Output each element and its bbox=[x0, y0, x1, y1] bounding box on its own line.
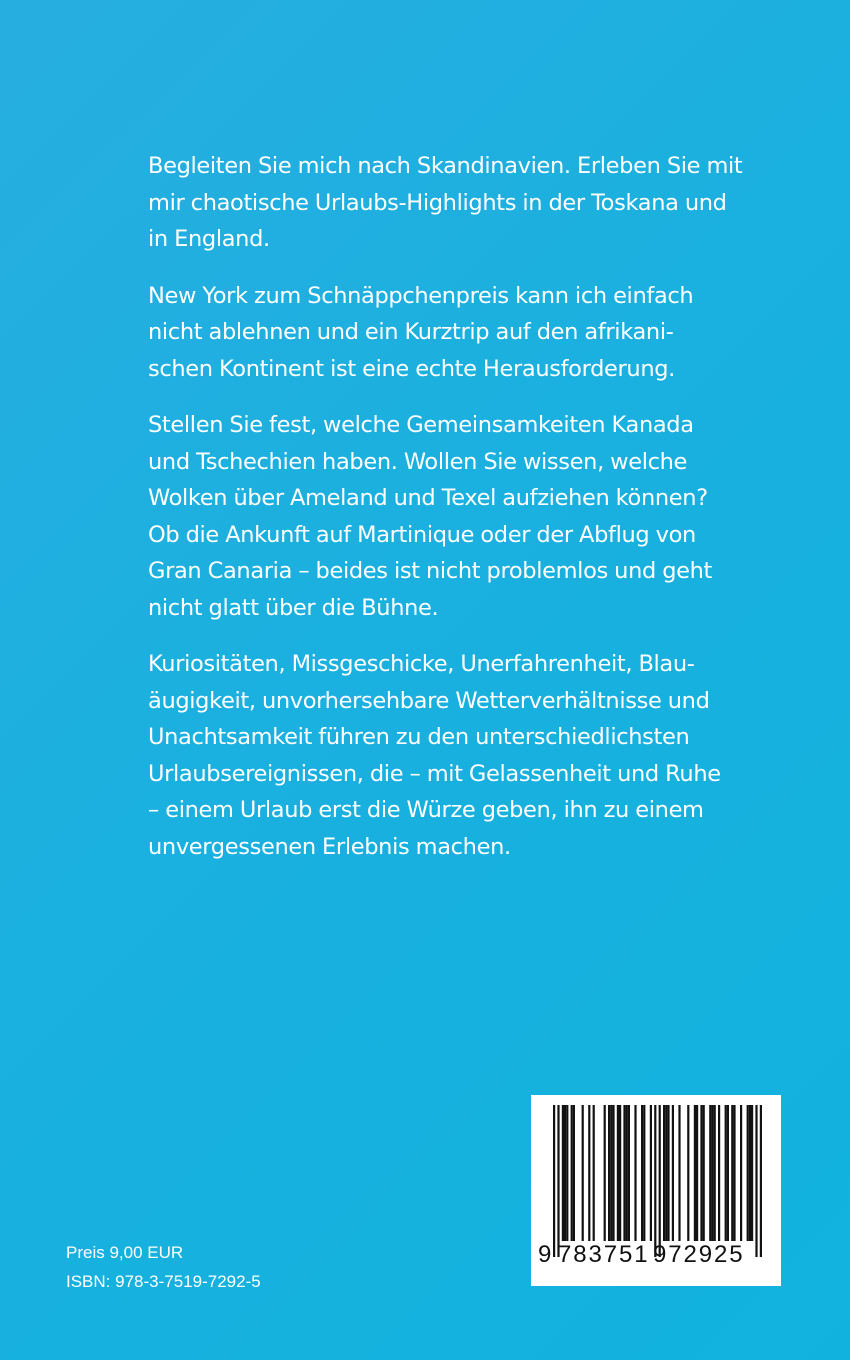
barcode-bar bbox=[687, 1105, 689, 1241]
barcode-bar bbox=[694, 1105, 696, 1241]
barcode-bar bbox=[654, 1105, 656, 1257]
blurb-line: Gran Canaria – beides ist nicht problemlos und geht bbox=[148, 558, 713, 584]
blurb-line: Urlaubsereignissen, die – mit Gelassenheit und Ruhe bbox=[148, 760, 721, 787]
back-cover-blurb bbox=[148, 148, 743, 885]
blurb-line: nicht ablehnen und ein Kurztrip auf den afrikani- bbox=[148, 319, 674, 345]
barcode-bar bbox=[612, 1105, 614, 1241]
isbn-barcode bbox=[531, 1095, 781, 1286]
barcode-bar bbox=[727, 1105, 729, 1241]
barcode-bar bbox=[557, 1105, 559, 1257]
barcode-bar bbox=[593, 1105, 595, 1241]
blurb-line: Wolken über Ameland und Texel aufziehen können? bbox=[148, 485, 708, 511]
blurb-line: Unachtsamkeit führen zu den unterschiedlichsten bbox=[148, 724, 690, 750]
barcode-bar bbox=[619, 1105, 621, 1241]
barcode-bar bbox=[760, 1105, 762, 1257]
barcode-bar bbox=[672, 1105, 674, 1241]
barcode-bar bbox=[725, 1105, 727, 1241]
barcode-bar bbox=[564, 1105, 566, 1241]
barcode-first-digit: 9 bbox=[538, 1241, 554, 1268]
blurb-line: New York zum Schnäppchenpreis kann ich einfach bbox=[148, 282, 694, 309]
barcode-bar bbox=[749, 1105, 751, 1241]
barcode-bar bbox=[751, 1105, 753, 1241]
barcode-bar bbox=[731, 1105, 733, 1241]
barcode-bar bbox=[643, 1105, 645, 1241]
barcode-bar bbox=[718, 1105, 720, 1241]
blurb-line: und Tschechien haben. Wollen Sie wissen, welche bbox=[148, 448, 688, 475]
blurb-line: Begleiten Sie mich nach Skandinavien. Erleben Sie mit bbox=[148, 153, 743, 179]
barcode-bar bbox=[566, 1105, 568, 1241]
barcode-bar bbox=[610, 1105, 612, 1241]
barcode-bar bbox=[747, 1105, 749, 1241]
blurb-line: unvergessenen Erlebnis machen. bbox=[148, 833, 511, 860]
blurb-paragraph bbox=[148, 278, 708, 388]
barcode-bar bbox=[604, 1105, 606, 1241]
barcode-bar bbox=[573, 1105, 575, 1241]
blurb-line: Stellen Sie fest, welche Gemeinsamkeiten Kanada bbox=[148, 412, 694, 438]
barcode-bar bbox=[582, 1105, 584, 1241]
blurb-line: Ob die Ankunft auf Martinique oder der Abflug von bbox=[148, 521, 696, 548]
barcode-bar bbox=[641, 1105, 643, 1241]
blurb-line: in England. bbox=[148, 226, 270, 252]
barcode-bar bbox=[667, 1105, 669, 1241]
barcode-bar bbox=[703, 1105, 705, 1241]
blurb-paragraph bbox=[148, 407, 713, 626]
barcode-bar bbox=[562, 1105, 564, 1241]
blurb-paragraph bbox=[148, 148, 743, 258]
barcode-digits bbox=[531, 1241, 781, 1281]
isbn-label: ISBN: 978-3-7519-7292-5 bbox=[66, 1272, 261, 1291]
barcode-bar bbox=[733, 1105, 735, 1241]
book-meta bbox=[66, 1238, 261, 1296]
blurb-line: schen Kontinent ist eine echte Herausforderung. bbox=[148, 355, 675, 382]
barcode-bar bbox=[659, 1105, 661, 1257]
barcode-bar bbox=[711, 1105, 713, 1241]
barcode-bar bbox=[755, 1105, 757, 1257]
barcode-bar bbox=[709, 1105, 711, 1241]
blurb-line: – einem Urlaub erst die Würze geben, ihn zu einem bbox=[148, 797, 704, 823]
barcode-bar bbox=[588, 1105, 590, 1241]
blurb-paragraph bbox=[148, 646, 721, 865]
blurb-line: Kuriositäten, Missgeschicke, Unerfahrenheit, Blau- bbox=[148, 651, 695, 677]
barcode-bar bbox=[665, 1105, 667, 1241]
blurb-line: nicht glatt über die Bühne. bbox=[148, 594, 439, 621]
barcode-bar bbox=[714, 1105, 716, 1241]
barcode-bar bbox=[571, 1105, 573, 1241]
barcode-bar bbox=[626, 1105, 628, 1241]
barcode-right-digits: 972925 bbox=[653, 1241, 745, 1268]
barcode-bar bbox=[700, 1105, 702, 1241]
blurb-line: mir chaotische Urlaubs-Highlights in der Toskana und bbox=[148, 189, 727, 216]
blurb-line: äugigkeit, unvorhersehbare Wetterverhältnisse und bbox=[148, 687, 710, 714]
barcode-bar bbox=[617, 1105, 619, 1241]
barcode-bar bbox=[623, 1105, 625, 1241]
barcode-bar bbox=[553, 1105, 555, 1257]
barcode-bar bbox=[678, 1105, 680, 1241]
barcode-left-digits: 783751 bbox=[558, 1241, 650, 1268]
barcode-bar bbox=[663, 1105, 665, 1241]
barcode-bar bbox=[608, 1105, 610, 1241]
barcode-bar bbox=[740, 1105, 742, 1241]
barcode-bar bbox=[650, 1105, 652, 1241]
price-label: Preis 9,00 EUR bbox=[66, 1243, 184, 1262]
barcode-bar bbox=[628, 1105, 630, 1241]
barcode-bar bbox=[696, 1105, 698, 1241]
barcode-bar bbox=[634, 1105, 636, 1241]
